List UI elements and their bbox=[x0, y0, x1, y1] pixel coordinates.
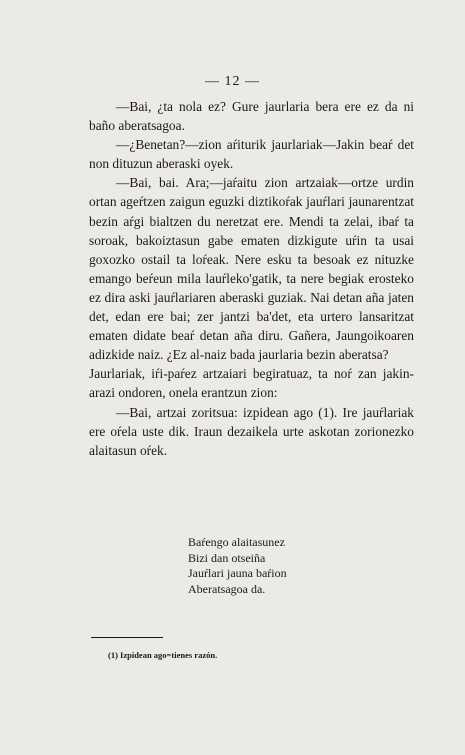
paragraph: —Bai, artzai zoritsua: izpidean ago (1). Ire jauŕlariak ere oŕela uste dik. Iraun dezaikela urte askotan zorionezko alaitasun oŕek. bbox=[89, 404, 414, 458]
paragraph: —¿Benetan?—zion aŕiturik jaurlariak—Jakin beaŕ det non dituzun aberaski oyek. bbox=[89, 137, 414, 172]
footnote-rule bbox=[91, 637, 163, 638]
verse-line: Baŕengo alaitasunez bbox=[188, 535, 285, 549]
body-text bbox=[89, 97, 414, 460]
verse-line: Bizi dan otseiña bbox=[188, 550, 266, 565]
paragraph: —Bai, ¿ta nola ez? Gure jaurlaria bera ere ez da ni baño aberatsagoa. bbox=[89, 99, 414, 134]
verse-line: Jauŕlari jauna baŕion bbox=[188, 566, 287, 581]
paragraph: —Bai, bai. Ara;—jaŕaitu zion artzaiak—ortze urdin ortan ageŕtzen zaigun eguzki diztikoŕak jauŕlari jaunarentzat bezin aŕgi bialtzen du neretzat ere. Mendi ta zelai, ibaŕ ta soroak, bakoiztasun gabe ematen dizkigute uŕin ta usai goxozko ostail ta loŕeak. Nere esku ta besoak ez nituzke emango beŕeun mila lauŕleko'gatik, ta nere begiak erosteko ez dira aski jauŕlariaren aberaski guziak. Nai detan aña jaten det, edan ere bai; zer jantzi ba'det, eta urtero lansaritzat ematen didate beaŕ detan aña diru. Gañera, Jaungoikoaren adizkide naiz. ¿Ez al-naiz bada jaurlaria bezin aberatsa? bbox=[89, 175, 414, 363]
page-number: — 12 — bbox=[205, 74, 260, 89]
footnote: (1) Izpidean ago=tienes razón. bbox=[108, 650, 218, 660]
verse bbox=[188, 535, 287, 598]
verse-line: Aberatsagoa da. bbox=[188, 582, 266, 597]
paragraph: Jaurlariak, iŕi-paŕez artzaiari begiratuaz, ta noŕ zan jakin-arazi ondoren, onela erantzun zion: bbox=[89, 366, 414, 401]
